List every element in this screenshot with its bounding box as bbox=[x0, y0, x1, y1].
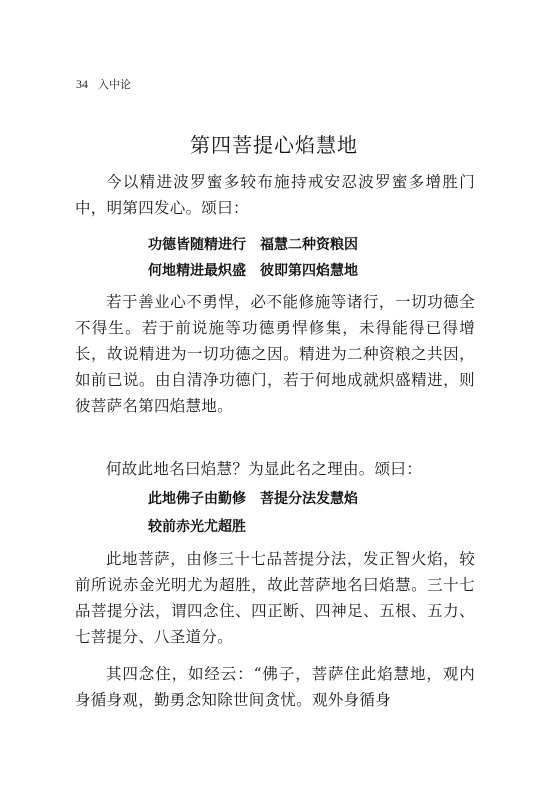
book-title: 入中论 bbox=[98, 78, 131, 91]
verse-1-line-2-a: 何地精进最炽盛 bbox=[148, 263, 246, 279]
verse-2-line-1 bbox=[148, 486, 358, 512]
paragraph-intro: 今以精进波罗蜜多较布施持戒安忍波罗蜜多增胜门中，明第四发心。颂曰： bbox=[75, 173, 475, 217]
running-header bbox=[76, 76, 131, 92]
verse-2-line-2 bbox=[148, 514, 246, 540]
paragraph-commentary-1: 若于善业心不勇悍，必不能修施等诸行，一切功德全不得生。若于前说施等功德勇悍修集，未得能得已得增长，故说精进为一切功德之因。精进为二种资粮之共因，如前已说。由自清净功德门，若于何地成就炽盛精进，则彼菩萨名第四焰慧地。 bbox=[75, 293, 475, 415]
verse-1-line-1 bbox=[148, 232, 358, 258]
page-number: 34 bbox=[76, 77, 88, 91]
verse-2-line-1-b: 菩提分法发慧焰 bbox=[260, 491, 358, 507]
verse-1-line-2 bbox=[148, 258, 358, 284]
paragraph-four-mindfulness: 其四念住，如经云：“佛子，菩萨住此焰慧地，观内身循身观，勤勇念知除世间贪忧。观外身循身 bbox=[75, 665, 475, 709]
paragraph-question: 何故此地名曰焰慧？为显此名之理由。颂曰： bbox=[106, 460, 423, 478]
verse-1-line-2-b: 彼即第四焰慧地 bbox=[260, 263, 358, 279]
chapter-title: 第四菩提心焰慧地 bbox=[190, 133, 358, 157]
paragraph-commentary-2: 此地菩萨，由修三十七品菩提分法，发正智火焰，较前所说赤金光明尤为超胜，故此菩萨地名曰焰慧。三十七品菩提分法，谓四念住、四正断、四神足、五根、五力、七菩提分、八圣道分。 bbox=[75, 550, 475, 646]
verse-1-line-1-a: 功德皆随精进行 bbox=[148, 237, 246, 253]
verse-2-line-1-a: 此地佛子由勤修 bbox=[148, 491, 246, 507]
verse-2-line-2-a: 较前赤光尤超胜 bbox=[148, 519, 246, 535]
verse-1-line-1-b: 福慧二种资粮因 bbox=[260, 237, 358, 253]
